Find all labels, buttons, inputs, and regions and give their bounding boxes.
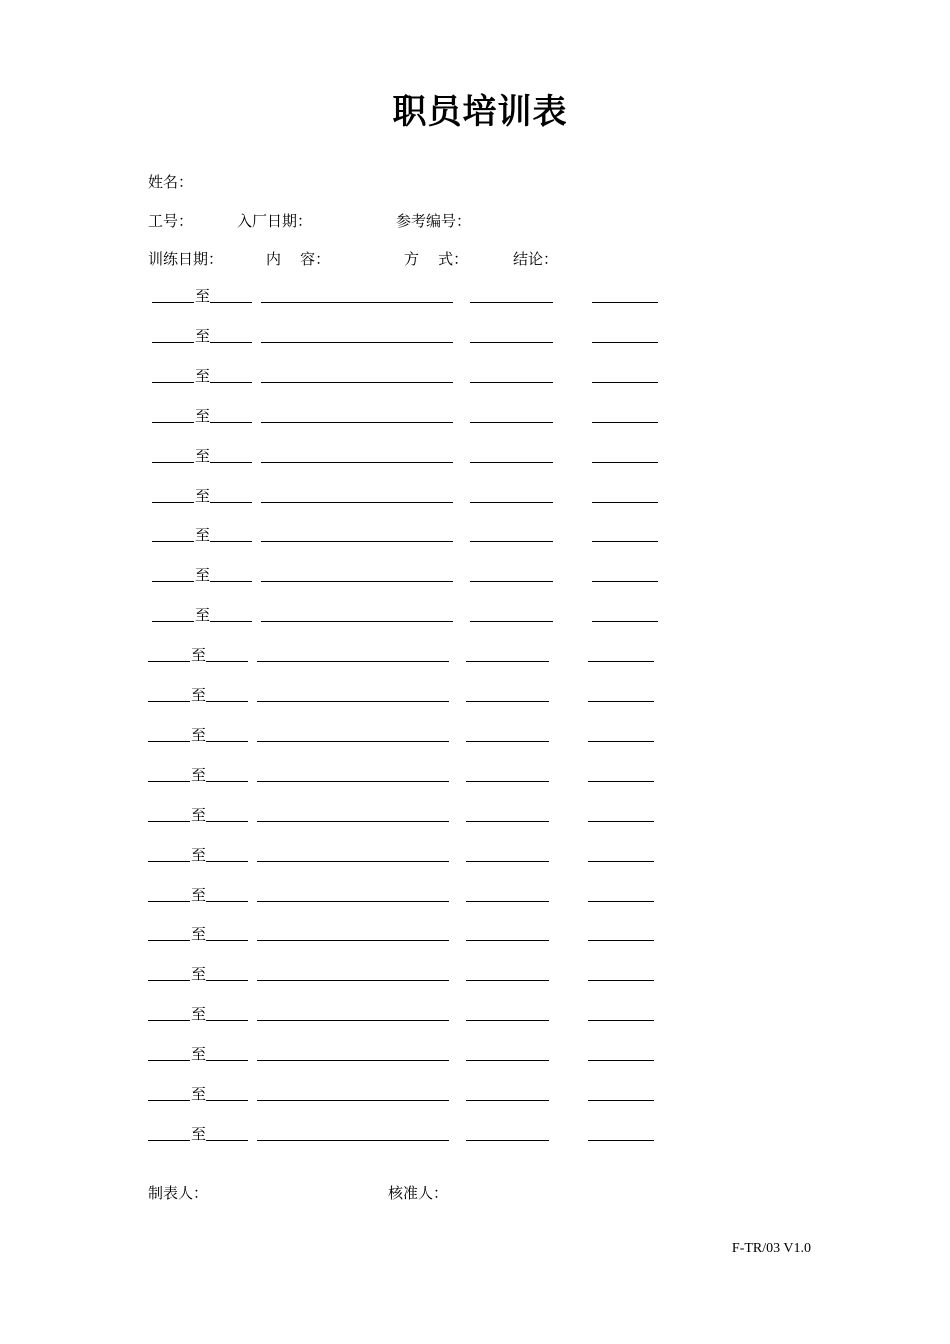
conclusion-blank[interactable] [588, 661, 654, 662]
conclusion-blank[interactable] [592, 342, 658, 343]
start-date-blank[interactable] [152, 422, 194, 423]
end-date-blank[interactable] [210, 621, 252, 622]
content-blank[interactable] [257, 661, 449, 662]
form-title: 职员培训表 [392, 92, 568, 132]
method-blank[interactable] [466, 661, 549, 662]
method-blank[interactable] [470, 502, 553, 503]
start-date-blank[interactable] [148, 861, 190, 862]
content-blank[interactable] [257, 940, 449, 941]
start-date-blank[interactable] [152, 382, 194, 383]
conclusion-blank[interactable] [592, 462, 658, 463]
end-date-blank[interactable] [210, 342, 252, 343]
content-blank[interactable] [257, 1100, 449, 1101]
method-blank[interactable] [466, 1140, 549, 1141]
content-blank[interactable] [261, 502, 453, 503]
start-date-blank[interactable] [148, 940, 190, 941]
table-row [0, 485, 950, 509]
end-date-blank[interactable] [210, 382, 252, 383]
to-label: 至 [191, 1045, 207, 1064]
conclusion-blank[interactable] [588, 1100, 654, 1101]
content-blank[interactable] [257, 1020, 449, 1021]
end-date-blank[interactable] [210, 581, 252, 582]
method-label: 方 式： [404, 250, 469, 268]
table-row [0, 564, 950, 588]
method-blank[interactable] [470, 422, 553, 423]
to-label: 至 [195, 406, 211, 425]
content-blank[interactable] [257, 781, 449, 782]
end-date-blank[interactable] [206, 980, 248, 981]
to-label: 至 [195, 287, 211, 305]
training-date-label: 训练日期： [148, 250, 224, 268]
start-date-blank[interactable] [148, 1020, 190, 1021]
conclusion-label: 结论： [513, 250, 559, 268]
to-label: 至 [191, 1005, 207, 1024]
method-blank[interactable] [466, 701, 549, 702]
table-row [0, 804, 950, 828]
table-row [0, 1083, 950, 1107]
content-blank[interactable] [261, 422, 453, 423]
start-date-blank[interactable] [148, 781, 190, 782]
end-date-blank[interactable] [206, 781, 248, 782]
end-date-blank[interactable] [206, 1020, 248, 1021]
method-blank[interactable] [470, 462, 553, 463]
conclusion-blank[interactable] [588, 1060, 654, 1061]
to-label: 至 [191, 686, 207, 704]
table-row [0, 844, 950, 868]
end-date-blank[interactable] [206, 940, 248, 941]
table-row [0, 684, 950, 708]
table-row [0, 285, 950, 309]
content-blank[interactable] [261, 541, 453, 542]
table-row [0, 445, 950, 469]
to-label: 至 [191, 805, 207, 824]
conclusion-blank[interactable] [592, 581, 658, 582]
entry-date-label: 入厂日期： [237, 212, 313, 230]
conclusion-blank[interactable] [588, 741, 654, 742]
content-blank[interactable] [257, 980, 449, 981]
table-row [0, 884, 950, 908]
end-date-blank[interactable] [206, 901, 248, 902]
table-row [0, 325, 950, 349]
to-label: 至 [195, 566, 211, 585]
end-date-blank[interactable] [206, 821, 248, 822]
table-row [0, 923, 950, 947]
end-date-blank[interactable] [206, 861, 248, 862]
start-date-blank[interactable] [152, 621, 194, 622]
to-label: 至 [195, 606, 211, 625]
reference-no-label: 参考编号： [396, 212, 472, 230]
table-row [0, 365, 950, 389]
end-date-blank[interactable] [210, 462, 252, 463]
conclusion-blank[interactable] [588, 1020, 654, 1021]
conclusion-blank[interactable] [592, 502, 658, 503]
content-blank[interactable] [257, 861, 449, 862]
method-blank[interactable] [466, 901, 549, 902]
end-date-blank[interactable] [206, 1060, 248, 1061]
conclusion-blank[interactable] [588, 701, 654, 702]
end-date-blank[interactable] [206, 1100, 248, 1101]
to-label: 至 [191, 965, 207, 984]
method-blank[interactable] [466, 1100, 549, 1101]
start-date-blank[interactable] [148, 901, 190, 902]
to-label: 至 [191, 1085, 207, 1103]
table-row [0, 764, 950, 788]
content-blank[interactable] [257, 1140, 449, 1141]
name-label: 姓名： [148, 173, 194, 191]
to-label: 至 [191, 725, 207, 744]
conclusion-blank[interactable] [588, 940, 654, 941]
method-blank[interactable] [470, 342, 553, 343]
method-blank[interactable] [466, 821, 549, 822]
content-blank[interactable] [257, 701, 449, 702]
method-blank[interactable] [466, 1020, 549, 1021]
table-row [0, 405, 950, 429]
start-date-blank[interactable] [148, 741, 190, 742]
table-row [0, 1123, 950, 1147]
conclusion-blank[interactable] [588, 821, 654, 822]
end-date-blank[interactable] [206, 661, 248, 662]
method-blank[interactable] [470, 581, 553, 582]
method-blank[interactable] [466, 980, 549, 981]
to-label: 至 [195, 326, 211, 345]
to-label: 至 [191, 885, 207, 904]
end-date-blank[interactable] [206, 1140, 248, 1141]
conclusion-blank[interactable] [588, 901, 654, 902]
start-date-blank[interactable] [148, 661, 190, 662]
table-row [0, 604, 950, 628]
table-row [0, 1003, 950, 1027]
start-date-blank[interactable] [148, 701, 190, 702]
to-label: 至 [195, 366, 211, 385]
content-blank[interactable] [257, 1060, 449, 1061]
table-row [0, 644, 950, 668]
end-date-blank[interactable] [210, 502, 252, 503]
content-blank[interactable] [261, 302, 453, 303]
to-label: 至 [195, 526, 211, 545]
conclusion-blank[interactable] [592, 422, 658, 423]
content-blank[interactable] [261, 342, 453, 343]
method-blank[interactable] [470, 541, 553, 542]
method-blank[interactable] [466, 741, 549, 742]
start-date-blank[interactable] [148, 821, 190, 822]
method-blank[interactable] [466, 861, 549, 862]
content-blank[interactable] [257, 741, 449, 742]
conclusion-blank[interactable] [592, 302, 658, 303]
to-label: 至 [191, 646, 207, 665]
content-blank[interactable] [261, 581, 453, 582]
content-blank[interactable] [261, 462, 453, 463]
content-blank[interactable] [261, 382, 453, 383]
method-blank[interactable] [470, 621, 553, 622]
start-date-blank[interactable] [152, 541, 194, 542]
form-code: F-TR/03 V1.0 [731, 1241, 811, 1256]
start-date-blank[interactable] [152, 302, 194, 303]
end-date-blank[interactable] [206, 741, 248, 742]
content-label: 内 容： [266, 250, 331, 268]
to-label: 至 [191, 925, 207, 944]
end-date-blank[interactable] [210, 422, 252, 423]
to-label: 至 [195, 446, 211, 465]
prepared-by-label: 制表人： [148, 1184, 209, 1202]
method-blank[interactable] [466, 781, 549, 782]
content-blank[interactable] [257, 901, 449, 902]
conclusion-blank[interactable] [592, 621, 658, 622]
method-blank[interactable] [466, 1060, 549, 1061]
to-label: 至 [191, 1124, 207, 1143]
method-blank[interactable] [470, 382, 553, 383]
table-row [0, 1043, 950, 1067]
start-date-blank[interactable] [152, 342, 194, 343]
start-date-blank[interactable] [148, 1140, 190, 1141]
end-date-blank[interactable] [210, 302, 252, 303]
start-date-blank[interactable] [152, 502, 194, 503]
conclusion-blank[interactable] [588, 861, 654, 862]
conclusion-blank[interactable] [592, 541, 658, 542]
content-blank[interactable] [257, 821, 449, 822]
table-row [0, 724, 950, 748]
conclusion-blank[interactable] [588, 1140, 654, 1141]
conclusion-blank[interactable] [592, 382, 658, 383]
method-blank[interactable] [466, 940, 549, 941]
end-date-blank[interactable] [206, 701, 248, 702]
start-date-blank[interactable] [148, 1100, 190, 1101]
content-blank[interactable] [261, 621, 453, 622]
end-date-blank[interactable] [210, 541, 252, 542]
to-label: 至 [195, 486, 211, 505]
table-row [0, 524, 950, 548]
to-label: 至 [191, 845, 207, 864]
start-date-blank[interactable] [152, 462, 194, 463]
start-date-blank[interactable] [152, 581, 194, 582]
approved-by-label: 核准人： [388, 1184, 449, 1202]
table-row [0, 963, 950, 987]
start-date-blank[interactable] [148, 1060, 190, 1061]
conclusion-blank[interactable] [588, 781, 654, 782]
start-date-blank[interactable] [148, 980, 190, 981]
to-label: 至 [191, 765, 207, 784]
method-blank[interactable] [470, 302, 553, 303]
employee-id-label: 工号： [148, 212, 194, 230]
conclusion-blank[interactable] [588, 980, 654, 981]
